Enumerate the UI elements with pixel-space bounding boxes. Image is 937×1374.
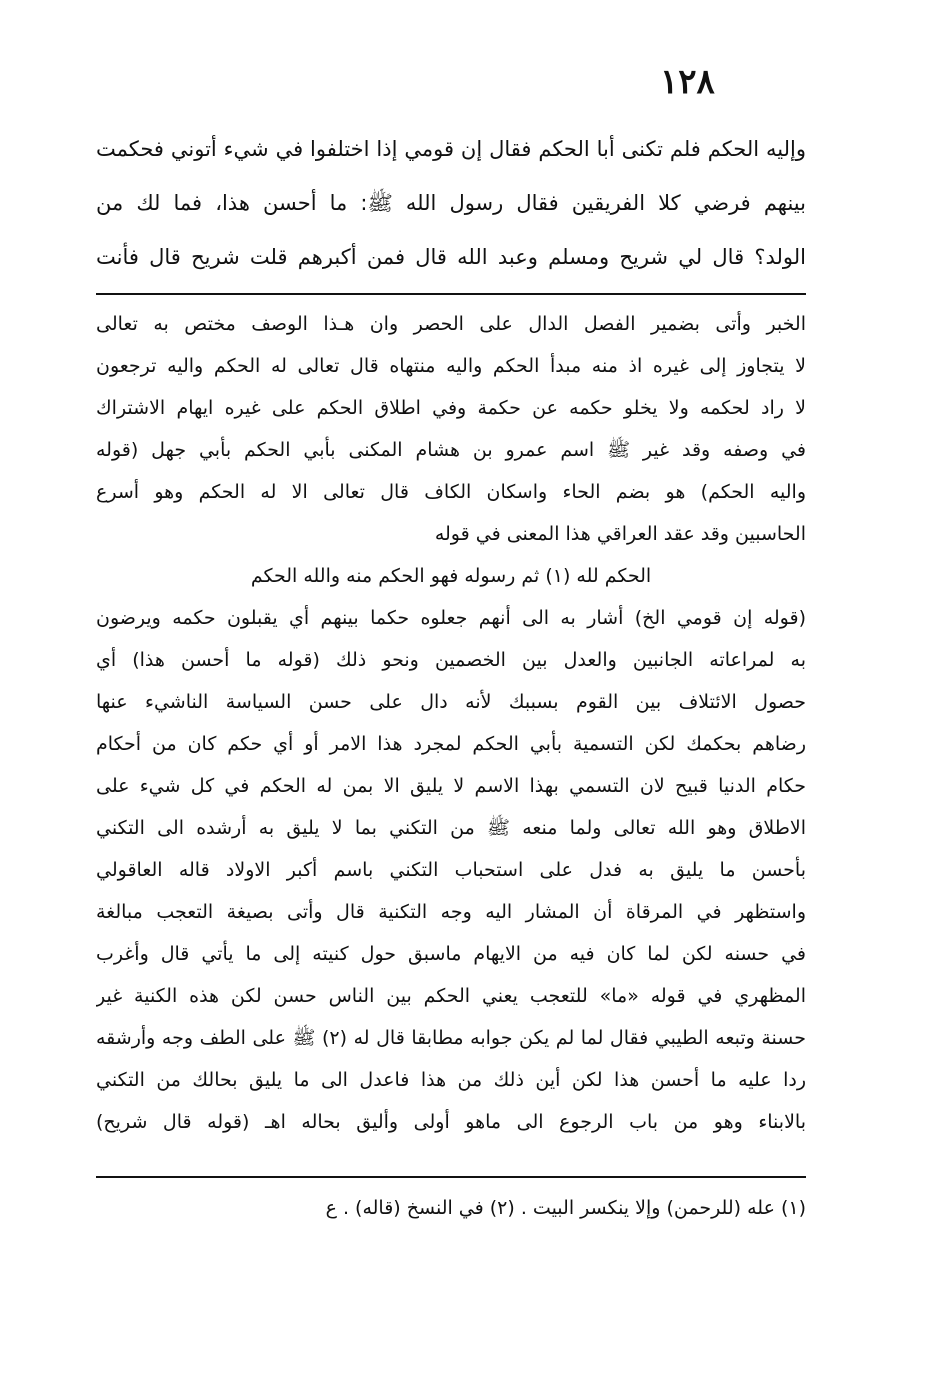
- commentary-line: واليه الحكم) هو بضم الحاء واسكان الكاف قال تعالى الا له الحكم وهو أسرع: [96, 481, 806, 503]
- hadith-line: وإليه الحكم فلم تكنى أبا الحكم فقال إن قومي إذا اختلفوا في شيء أتوني فحكمت: [96, 137, 806, 161]
- footnotes: (١) عله (للرحمن) وإلا ينكسر البيت . (٢) في النسخ (قاله) . ع: [325, 1197, 806, 1219]
- hadith-line: الولد؟ قال لي شريح ومسلم وعبد الله قال فمن أكبرهم قلت شريح قال فأنت: [96, 245, 806, 269]
- commentary-line: (قوله إن قومي الخ) أشار به الى أنهم جعلوه حكما بينهم أي يقبلون حكمه ويرضون: [96, 607, 806, 629]
- poetry-verse: الحكم لله (١) ثم رسوله فهو الحكم منه والله الحكم: [250, 565, 652, 587]
- commentary-line: حسنة وتبعه الطيبي فقال لما لم يكن جوابه مطابقا قال له (٢) ﷺ على الطف وجه وأرشقه: [96, 1027, 806, 1049]
- commentary-line: الحاسبين وقد عقد العراقي هذا المعنى في قوله: [434, 523, 806, 545]
- commentary-line: واستظهر في المرقاة أن المشار اليه وجه التكنية قال وأتى بصيغة التعجب مبالغة: [96, 901, 806, 923]
- commentary-text: [96, 303, 806, 1143]
- commentary-line: الاطلاق وهو الله تعالى ولما منعه ﷺ من التكني بما لا يليق به أرشده الى التكني: [96, 817, 806, 839]
- commentary-line: الخبر وأتى بضمير الفصل الدال على الحصر وان هـذا الوصف مختص به تعالى: [96, 313, 806, 335]
- commentary-line: رضاهم بحكمك لكن التسمية بأبي الحكم لمجرد هذا الامر أو أي حكم كان من أحكام: [96, 733, 806, 755]
- page-number: ١٢٨: [660, 62, 715, 102]
- commentary-line: لا راد لحكمه ولا يخلو حكمه عن حكمة وفي اطلاق الحكم على غيره ايهام الاشتراك: [96, 397, 806, 419]
- commentary-line: حصول الائتلاف بين القوم بسببك لأنه دال على حسن السياسة الناشيء عنها: [96, 691, 806, 713]
- commentary-line: المظهري في قوله «ما» للتعجب يعني الحكم بين الناس حسن لكن هذه الكنية غير: [96, 985, 806, 1007]
- commentary-line: ردا عليه ما أحسن هذا لكن أين ذلك من هذا فاعدل الى ما يليق بحالك من التكني: [96, 1069, 806, 1091]
- commentary-line: بالابناء وهو من باب الرجوع الى ماهو أولى وأليق بحاله اهـ (قوله قال شريح): [96, 1111, 806, 1133]
- hadith-text: [96, 122, 806, 284]
- commentary-line: حكام الدنيا قبيح لان التسمي بهذا الاسم لا يليق الا بمن له الحكم في كل شيء على: [96, 775, 806, 797]
- commentary-line: به لمراعاته الجانبين والعدل بين الخصمين ونحو ذلك (قوله ما أحسن هذا) أي: [96, 649, 806, 671]
- hadith-line: بينهم فرضي كلا الفريقين فقال رسول الله ﷺ: ما أحسن هذا، فما لك من: [96, 191, 806, 215]
- bottom-divider: [96, 1176, 806, 1178]
- commentary-line: في حسنه لكن لما كان فيه من الايهام ماسبق حول كنيته إلى ما يأتي قال وأغرب: [96, 943, 806, 965]
- commentary-line: لا يتجاوز إلى غيره اذ منه مبدأ الحكم واليه منتهاه قال تعالى له الحكم واليه ترجعون: [96, 355, 806, 377]
- commentary-line: في وصفه وقد غير ﷺ اسم عمرو بن هشام المكنى بأبي الحكم بأبي جهل (قوله: [96, 439, 806, 461]
- top-divider: [96, 293, 806, 295]
- commentary-line: بأحسن ما يليق به فدل على استحباب التكني باسم أكبر الاولاد قاله العاقولي: [96, 859, 806, 881]
